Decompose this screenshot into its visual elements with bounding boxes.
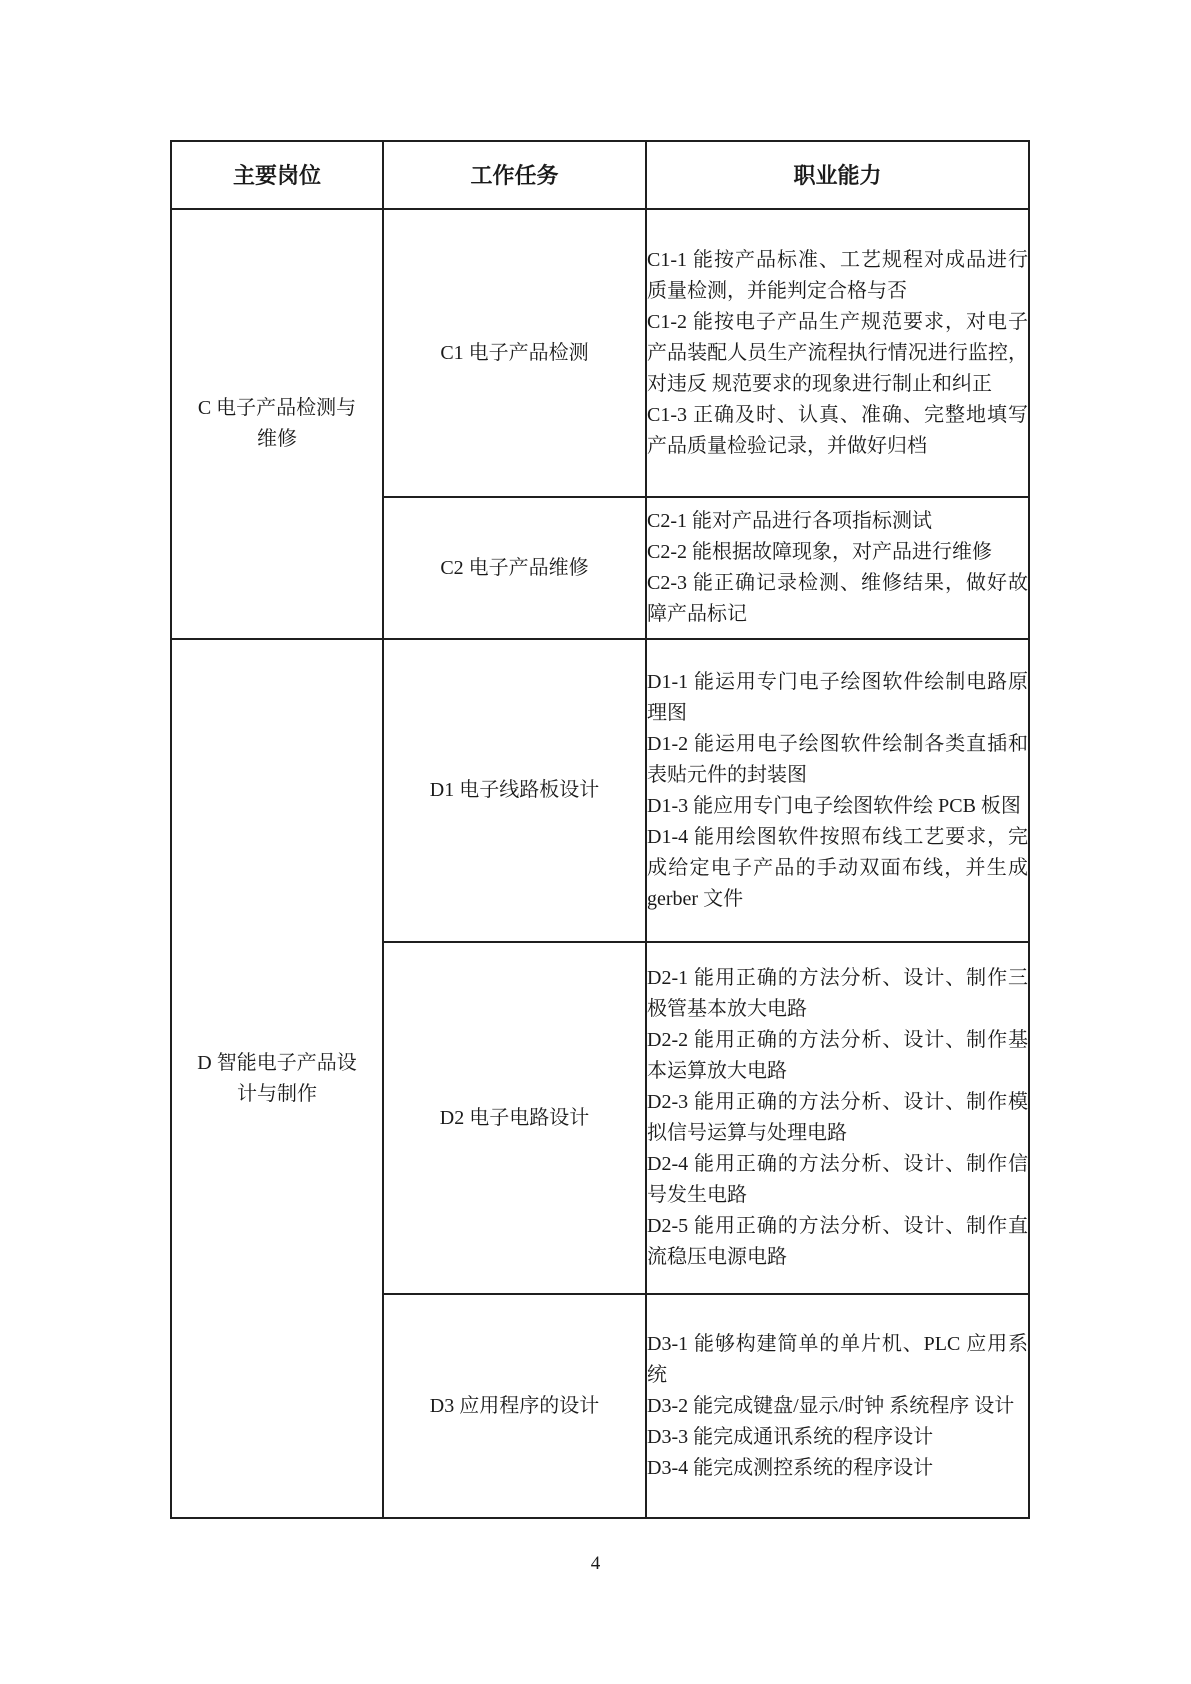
competency-table (170, 140, 1030, 1519)
position-line: 计与制作 (237, 1082, 317, 1105)
ability-item: D2-4 能用正确的方法分析、设计、制作信号发生电路 (647, 1153, 1028, 1206)
position-line: C 电子产品检测与 (197, 397, 357, 419)
task-cell-d1: D1 电子线路板设计 (383, 639, 646, 942)
ability-item: C1-2 能按电子产品生产规范要求，对电子产品装配人员生产流程执行情况进行监控，对违反 规范要求的现象进行制止和纠正 (647, 310, 1028, 395)
ability-item: D1-3 能应用专门电子绘图软件绘 PCB 板图 (647, 794, 1021, 817)
ability-item: D2-5 能用正确的方法分析、设计、制作直流稳压电源电路 (647, 1215, 1028, 1268)
ability-cell-d1 (646, 639, 1029, 942)
ability-item: D3-4 能完成测控系统的程序设计 (647, 1456, 934, 1479)
position-line: 维修 (257, 428, 297, 450)
ability-item: D1-1 能运用专门电子绘图软件绘制电路原理图 (647, 670, 1028, 724)
position-cell-d (171, 639, 383, 1518)
col-header-position: 主要岗位 (171, 141, 383, 209)
table-row (171, 639, 1029, 942)
task-cell-d2: D2 电子电路设计 (383, 942, 646, 1294)
ability-item: D2-3 能用正确的方法分析、设计、制作模拟信号运算与处理电路 (647, 1091, 1028, 1144)
task-cell-c1: C1 电子产品检测 (383, 209, 646, 497)
ability-cell-d2 (646, 942, 1029, 1294)
col-header-task: 工作任务 (383, 141, 646, 209)
table-row (171, 209, 1029, 497)
ability-item: D1-2 能运用电子绘图软件绘制各类直插和表贴元件的封装图 (647, 732, 1028, 786)
task-cell-d3: D3 应用程序的设计 (383, 1294, 646, 1518)
ability-item: D3-2 能完成键盘/显示/时钟 系统程序 设计 (647, 1394, 1015, 1417)
ability-item: C2-2 能根据故障现象，对产品进行维修 (647, 541, 992, 563)
col-header-ability: 职业能力 (646, 141, 1029, 209)
position-line: D 智能电子产品设 (197, 1051, 357, 1074)
ability-item: C2-1 能对产品进行各项指标测试 (647, 510, 932, 532)
ability-item: D3-3 能完成通讯系统的程序设计 (647, 1425, 934, 1448)
page-number: 4 (590, 1553, 601, 1574)
ability-cell-c1 (646, 209, 1029, 497)
ability-item: C1-1 能按产品标准、工艺规程对成品进行质量检测，并能判定合格与否 (647, 248, 1028, 302)
task-cell-c2: C2 电子产品维修 (383, 497, 646, 639)
ability-item: D3-1 能够构建简单的单片机、PLC 应用系统 (647, 1332, 1028, 1386)
table-header-row (171, 141, 1029, 209)
ability-item: C2-3 能正确记录检测、维修结果，做好故障产品标记 (647, 572, 1028, 625)
ability-cell-d3 (646, 1294, 1029, 1518)
ability-cell-c2 (646, 497, 1029, 639)
ability-item: D1-4 能用绘图软件按照布线工艺要求，完成给定电子产品的手动双面布线，并生成 gerber 文件 (647, 825, 1028, 910)
ability-item: C1-3 正确及时、认真、准确、完整地填写产品质量检验记录，并做好归档 (647, 403, 1028, 457)
position-cell-c (171, 209, 383, 639)
ability-item: D2-2 能用正确的方法分析、设计、制作基本运算放大电路 (647, 1029, 1028, 1082)
ability-item: D2-1 能用正确的方法分析、设计、制作三极管基本放大电路 (647, 967, 1028, 1020)
